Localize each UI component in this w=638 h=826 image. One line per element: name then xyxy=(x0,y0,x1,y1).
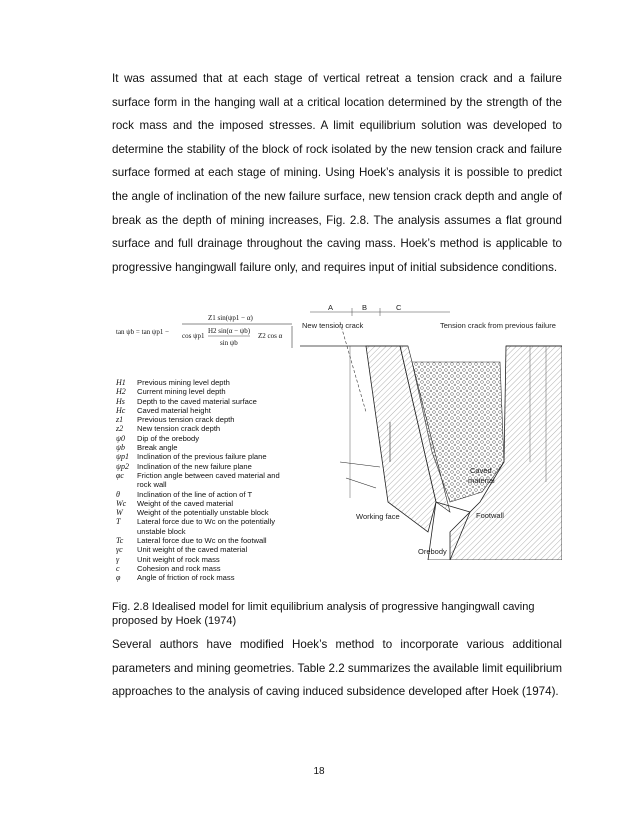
legend-description: Friction angle between caved material and xyxy=(137,470,280,480)
legend-row xyxy=(116,508,328,517)
legend-description: unstable block xyxy=(137,526,186,536)
legend-row xyxy=(116,378,328,387)
legend-row xyxy=(116,434,328,443)
legend-row xyxy=(116,517,328,526)
legend-row xyxy=(116,397,328,406)
label-b: B xyxy=(362,303,368,312)
break-angle-formula xyxy=(116,312,294,352)
formula-den-mid-den: sin ψb xyxy=(220,339,238,347)
legend-row xyxy=(116,527,328,536)
legend-row xyxy=(116,406,328,415)
legend-description: Unit weight of the caved material xyxy=(137,545,248,555)
legend-description: Current mining level depth xyxy=(137,387,226,397)
formula-den-right: Z2 cos α xyxy=(258,332,283,340)
figure-caption: Fig. 2.8 Idealised model for limit equilibrium analysis of progressive hangingwall caving proposed by Hoek (1974) xyxy=(112,601,535,627)
label-previous-tension-crack: Tension crack from previous failure xyxy=(440,321,556,330)
legend-row xyxy=(116,536,328,545)
legend-description: New tension crack depth xyxy=(137,424,221,434)
legend-symbol: γc xyxy=(116,545,123,555)
legend-row xyxy=(116,452,328,461)
legend-symbol: ψb xyxy=(116,443,125,453)
legend-symbol: Tc xyxy=(116,536,124,546)
legend-description: Depth to the caved material surface xyxy=(137,396,257,406)
legend-description: rock wall xyxy=(137,480,167,490)
legend-row xyxy=(116,555,328,564)
legend-row xyxy=(116,499,328,508)
legend-symbol: φc xyxy=(116,470,124,480)
legend-row xyxy=(116,471,328,480)
legend-description: Unit weight of rock mass xyxy=(137,554,220,564)
legend-description: Lateral force due to Wc on the potentially xyxy=(137,517,276,527)
legend-description: Caved material height xyxy=(137,405,211,415)
formula-lhs: tan ψb = tan ψp1 − xyxy=(116,328,170,336)
legend-row xyxy=(116,462,328,471)
legend-row xyxy=(116,490,328,499)
legend-symbol xyxy=(116,480,137,489)
legend-row xyxy=(116,573,328,582)
legend-symbol xyxy=(116,527,137,536)
legend-symbol: H2 xyxy=(116,387,126,397)
formula-den-mid-num: H2 sin(α − ψb) xyxy=(208,327,251,335)
symbol-legend xyxy=(116,378,328,583)
legend-symbol: Hc xyxy=(116,405,126,415)
legend-symbol: ψp1 xyxy=(116,452,129,462)
caving-diagram xyxy=(300,302,562,560)
caving-model-figure xyxy=(300,302,562,560)
page-number: 18 xyxy=(313,766,325,777)
legend-row xyxy=(116,564,328,573)
legend-symbol: θ xyxy=(116,489,120,499)
legend-symbol: φ xyxy=(116,573,121,583)
label-c: C xyxy=(396,303,402,312)
body-paragraph-2: Several authors have modified Hoek’s method to incorporate various additional parameters and mining geometries. Table 2.2 summarizes the available limit equilibrium approaches to the analysis of caving induced subsidence developed after Hoek (1974). xyxy=(112,638,562,699)
label-new-tension-crack: New tension crack xyxy=(302,321,364,330)
legend-symbol: Wc xyxy=(116,498,127,508)
legend-description: Previous tension crack depth xyxy=(137,415,235,425)
body-paragraph-1: It was assumed that at each stage of vertical retreat a tension crack and a failure surface form in the hanging wall at a critical location determined by the strength of the rock mass and the imposed stresses. A limit equilibrium solution was developed to determine the stability of the block of rock isolated by the new tension crack and failure surface formed at each stage of mining. Using Hoek’s analysis it is possible to predict the angle of inclination of the new failure surface, new tension crack depth and angle of break as the depth of mining increases, Fig. 2.8. The analysis assumes a flat ground surface and full drainage throughout the caving mass. Hoek’s method is applicable to progressive hangingwall failure only, and requires input of initial subsidence conditions. xyxy=(112,72,562,274)
legend-symbol: ψ0 xyxy=(116,433,125,443)
legend-symbol: γ xyxy=(116,554,120,564)
label-a: A xyxy=(328,303,334,312)
legend-row xyxy=(116,415,328,424)
legend-description: Cohesion and rock mass xyxy=(137,563,221,573)
legend-description: Previous mining level depth xyxy=(137,378,230,387)
formula-den-left: cos ψp1 xyxy=(182,332,205,340)
legend-description: Weight of the caved material xyxy=(137,498,234,508)
legend-description: Angle of friction of rock mass xyxy=(137,573,235,583)
label-material: material xyxy=(468,476,495,485)
legend-symbol: T xyxy=(116,517,121,527)
label-working-face: Working face xyxy=(356,512,400,521)
legend-symbol: ψp2 xyxy=(116,461,129,471)
legend-symbol: z2 xyxy=(116,424,124,434)
legend-row xyxy=(116,480,328,489)
legend-row xyxy=(116,443,328,452)
legend-symbol: W xyxy=(116,508,123,518)
legend-description: Lateral force due to Wc on the footwall xyxy=(137,536,267,546)
legend-description: Break angle xyxy=(137,443,178,453)
label-orebody: Orebody xyxy=(418,547,447,556)
legend-symbol: Hs xyxy=(116,396,125,406)
legend-symbol: c xyxy=(116,563,120,573)
label-footwall: Footwall xyxy=(476,511,504,520)
legend-symbol: z1 xyxy=(116,415,124,425)
legend-description: Inclination of the new failure plane xyxy=(137,461,252,471)
legend-row xyxy=(116,545,328,554)
formula-numerator: Z1 sin(ψp1 − α) xyxy=(208,314,253,322)
legend-symbol: H1 xyxy=(116,378,126,387)
legend-description: Inclination of the line of action of T xyxy=(137,489,253,499)
label-caved: Caved xyxy=(470,466,492,475)
legend-description: Inclination of the previous failure plane xyxy=(137,452,267,462)
legend-description: Dip of the orebody xyxy=(137,433,200,443)
legend-row xyxy=(116,387,328,396)
legend-description: Weight of the potentially unstable block xyxy=(137,508,269,518)
legend-row xyxy=(116,424,328,433)
